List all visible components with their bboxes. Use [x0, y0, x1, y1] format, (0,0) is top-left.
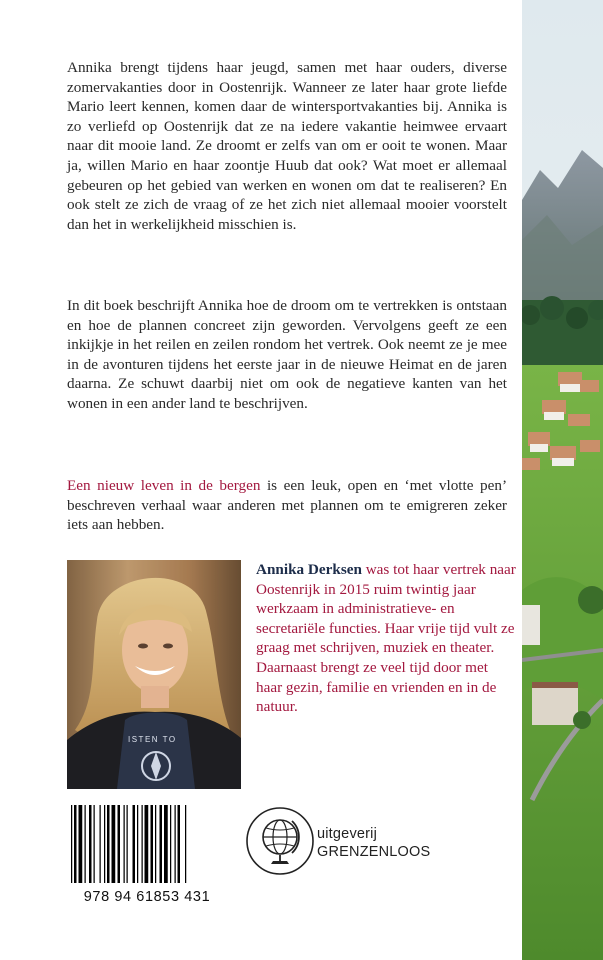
isbn-number: 978 94 61853 431 — [83, 889, 211, 905]
publisher-line-2: GRENZENLOOS — [317, 844, 431, 860]
blurb-paragraph-2: In dit boek beschrijft Annika hoe de droom om te vertrekken is ontstaan en hoe de plannen concreet zijn geworden. Vervolgens geeft ze een inkijkje in het reilen en zeilen rondom het vertrek. Ook neemt ze je mee in de avonturen tijdens het eerste jaar in de nieuwe Heimat en de jaren daarna. Ze schuwt daarbij niet om ook de negatieve kanten van het wonen in een ander land te beschrijven. — [67, 297, 507, 412]
barcode-bars — [67, 801, 224, 887]
author-bio-text: was tot haar vertrek naar Oostenrijk in 2015 ruim twintig jaar werkzaam in administratieve- en secretariële functies. Haar vrije tijd vult ze graag met schrijven, muziek en theater. Daarnaast brengt ze veel tijd door met haar gezin, familie en vrienden en in de natuur. — [256, 561, 516, 716]
author-name: Annika Derksen — [256, 561, 362, 578]
globe-icon — [245, 806, 315, 876]
landscape-photo-strip — [522, 0, 603, 960]
publisher-name — [317, 825, 430, 861]
blurb-paragraph-3-text: is een leuk, open en ‘met vlotte pen’ beschreven verhaal waar anderen met plannen om te emigreren zeker iets aan hebben. — [67, 477, 507, 534]
shirt-print-text: ISTEN TO — [128, 735, 177, 744]
author-photo — [67, 560, 241, 789]
blurb-paragraph-1: Annika brengt tijdens haar jeugd, samen met haar ouders, diverse zomervakanties door in Oostenrijk. Wanneer ze later haar grote liefde Mario leert kennen, komen daar de wintersportvakanties bij. Annika is zo verliefd op Oostenrijk dat ze na iedere vakantie heimwee ervaart naar dit mooie land. Ze droomt er zelfs van om er ooit te wonen. Maar ja, willen Mario en haar zoontje Huub dat ook? Wat moet er allemaal gebeuren op het gebied van werken en wonen om dat te realiseren? En ook stelt ze zich de vraag of ze het zich niet allemaal mooier voorstelt dan het in werkelijkheid misschien is. — [67, 59, 507, 233]
book-title-highlight: Een nieuw leven in de bergen — [67, 477, 261, 494]
blurb-paragraph-3 — [67, 476, 507, 535]
publisher-line-1: uitgeverij — [317, 826, 378, 842]
author-bio — [256, 560, 516, 717]
